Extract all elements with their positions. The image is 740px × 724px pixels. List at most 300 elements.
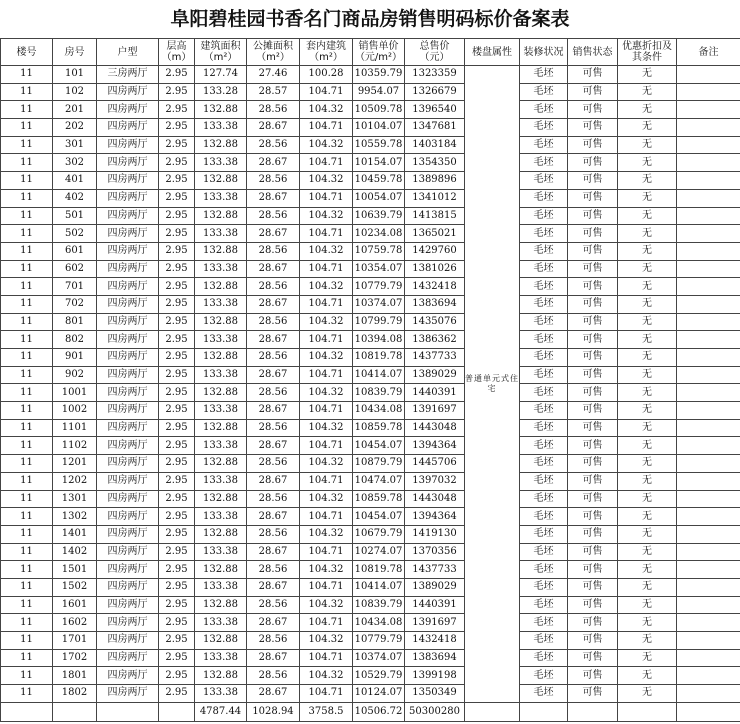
cell-total-price: 1443048: [405, 490, 465, 508]
cell-remark: [677, 455, 740, 473]
cell-gross-area: 133.38: [195, 578, 247, 596]
cell-status: 可售: [568, 172, 618, 190]
cell-inner-area: 104.32: [300, 384, 353, 402]
cell-status: 可售: [568, 472, 618, 490]
cell-remark: [677, 278, 740, 296]
cell-floor-height: 2.95: [159, 83, 195, 101]
sheet-title: 阜阳碧桂园书香名门商品房销售明码标价备案表: [170, 8, 570, 30]
cell-unit-price: 10454.07: [353, 437, 405, 455]
cell-decoration: 毛坯: [520, 472, 568, 490]
cell-floor-height: 2.95: [159, 225, 195, 243]
cell-discount: 无: [618, 508, 677, 526]
cell-gross-area: 132.88: [195, 667, 247, 685]
cell-status: 可售: [568, 455, 618, 473]
cell-shared-area: 28.56: [247, 384, 300, 402]
cell-discount: 无: [618, 189, 677, 207]
cell-decoration: 毛坯: [520, 632, 568, 650]
cell-inner-area: 104.71: [300, 189, 353, 207]
table-row: [1, 490, 740, 508]
cell-shared-area: 28.56: [247, 349, 300, 367]
totals-blank: [1, 702, 53, 721]
cell-room: 601: [53, 242, 97, 260]
cell-total-price: 1394364: [405, 508, 465, 526]
cell-room: 1102: [53, 437, 97, 455]
cell-unit-price: 10859.78: [353, 419, 405, 437]
cell-total-price: 1437733: [405, 349, 465, 367]
cell-gross-area: 133.38: [195, 189, 247, 207]
totals-blank: [568, 702, 618, 721]
cell-unit-price: 10354.07: [353, 260, 405, 278]
cell-building: 11: [1, 578, 53, 596]
cell-remark: [677, 366, 740, 384]
cell-remark: [677, 649, 740, 667]
total-inner-area: 3758.5: [300, 702, 353, 721]
header-floor-height: [159, 39, 195, 66]
cell-total-price: 1383694: [405, 649, 465, 667]
cell-inner-area: 104.71: [300, 614, 353, 632]
cell-shared-area: 28.56: [247, 596, 300, 614]
table-row: [1, 402, 740, 420]
cell-unit-price: 10234.08: [353, 225, 405, 243]
totals-blank: [677, 702, 740, 721]
header-status: 销售状态: [568, 39, 618, 66]
cell-layout: 四房两厅: [97, 313, 159, 331]
cell-room: 1401: [53, 525, 97, 543]
cell-inner-area: 104.32: [300, 525, 353, 543]
cell-decoration: 毛坯: [520, 154, 568, 172]
cell-total-price: 1354350: [405, 154, 465, 172]
cell-floor-height: 2.95: [159, 242, 195, 260]
cell-inner-area: 104.32: [300, 207, 353, 225]
cell-shared-area: 28.56: [247, 136, 300, 154]
cell-inner-area: 104.71: [300, 260, 353, 278]
cell-total-price: 1383694: [405, 295, 465, 313]
cell-discount: 无: [618, 561, 677, 579]
table-row: [1, 437, 740, 455]
cell-status: 可售: [568, 614, 618, 632]
table-row: [1, 119, 740, 137]
cell-unit-price: 10639.79: [353, 207, 405, 225]
cell-shared-area: 28.67: [247, 295, 300, 313]
header-row: [1, 39, 740, 66]
table-row: [1, 189, 740, 207]
cell-status: 可售: [568, 649, 618, 667]
cell-inner-area: 104.32: [300, 349, 353, 367]
cell-status: 可售: [568, 384, 618, 402]
cell-building: 11: [1, 189, 53, 207]
cell-floor-height: 2.95: [159, 313, 195, 331]
cell-decoration: 毛坯: [520, 402, 568, 420]
cell-decoration: 毛坯: [520, 596, 568, 614]
cell-shared-area: 28.56: [247, 101, 300, 119]
cell-unit-price: 9954.07: [353, 83, 405, 101]
cell-decoration: 毛坯: [520, 455, 568, 473]
cell-status: 可售: [568, 578, 618, 596]
cell-gross-area: 133.28: [195, 83, 247, 101]
table-row: [1, 649, 740, 667]
cell-layout: 四房两厅: [97, 596, 159, 614]
cell-inner-area: 104.71: [300, 578, 353, 596]
cell-discount: 无: [618, 331, 677, 349]
cell-total-price: 1381026: [405, 260, 465, 278]
cell-shared-area: 28.56: [247, 172, 300, 190]
cell-building: 11: [1, 685, 53, 703]
cell-total-price: 1341012: [405, 189, 465, 207]
cell-inner-area: 104.32: [300, 596, 353, 614]
cell-floor-height: 2.95: [159, 189, 195, 207]
cell-shared-area: 28.67: [247, 189, 300, 207]
cell-unit-price: 10529.79: [353, 667, 405, 685]
cell-building: 11: [1, 525, 53, 543]
cell-status: 可售: [568, 685, 618, 703]
table-row: [1, 66, 740, 84]
cell-status: 可售: [568, 225, 618, 243]
cell-total-price: 1391697: [405, 402, 465, 420]
cell-decoration: 毛坯: [520, 225, 568, 243]
cell-floor-height: 2.95: [159, 295, 195, 313]
cell-unit-price: 10154.07: [353, 154, 405, 172]
table-row: [1, 225, 740, 243]
cell-discount: 无: [618, 632, 677, 650]
header-total-price: [405, 39, 465, 66]
cell-gross-area: 133.38: [195, 154, 247, 172]
cell-decoration: 毛坯: [520, 685, 568, 703]
cell-floor-height: 2.95: [159, 472, 195, 490]
cell-remark: [677, 402, 740, 420]
table-row: [1, 561, 740, 579]
cell-decoration: 毛坯: [520, 508, 568, 526]
cell-unit-price: 10759.78: [353, 242, 405, 260]
cell-remark: [677, 543, 740, 561]
cell-room: 202: [53, 119, 97, 137]
cell-room: 702: [53, 295, 97, 313]
cell-shared-area: 28.67: [247, 578, 300, 596]
header-unit-price: [353, 39, 405, 66]
cell-gross-area: 133.38: [195, 225, 247, 243]
cell-unit-price: 10434.08: [353, 614, 405, 632]
header-unit-price-unit: （元/m²）: [354, 52, 403, 63]
cell-decoration: 毛坯: [520, 313, 568, 331]
cell-shared-area: 28.67: [247, 402, 300, 420]
table-row: [1, 136, 740, 154]
cell-floor-height: 2.95: [159, 437, 195, 455]
cell-gross-area: 133.38: [195, 402, 247, 420]
table-row: [1, 349, 740, 367]
cell-remark: [677, 437, 740, 455]
header-remark: 备注: [677, 39, 740, 66]
totals-blank: [159, 702, 195, 721]
cell-room: 1002: [53, 402, 97, 420]
cell-floor-height: 2.95: [159, 578, 195, 596]
cell-discount: 无: [618, 313, 677, 331]
cell-total-price: 1323359: [405, 66, 465, 84]
cell-gross-area: 133.38: [195, 295, 247, 313]
cell-gross-area: 132.88: [195, 596, 247, 614]
cell-layout: 四房两厅: [97, 490, 159, 508]
cell-remark: [677, 596, 740, 614]
cell-shared-area: 28.56: [247, 455, 300, 473]
cell-floor-height: 2.95: [159, 349, 195, 367]
cell-building: 11: [1, 331, 53, 349]
cell-shared-area: 28.56: [247, 490, 300, 508]
totals-blank: [97, 702, 159, 721]
cell-decoration: 毛坯: [520, 242, 568, 260]
cell-total-price: 1437733: [405, 561, 465, 579]
cell-layout: 四房两厅: [97, 101, 159, 119]
cell-remark: [677, 508, 740, 526]
cell-remark: [677, 295, 740, 313]
cell-total-price: 1394364: [405, 437, 465, 455]
cell-building: 11: [1, 66, 53, 84]
cell-unit-price: 10559.78: [353, 136, 405, 154]
cell-status: 可售: [568, 667, 618, 685]
cell-floor-height: 2.95: [159, 331, 195, 349]
cell-room: 401: [53, 172, 97, 190]
cell-decoration: 毛坯: [520, 295, 568, 313]
cell-floor-height: 2.95: [159, 136, 195, 154]
cell-status: 可售: [568, 331, 618, 349]
cell-discount: 无: [618, 455, 677, 473]
cell-floor-height: 2.95: [159, 278, 195, 296]
cell-remark: [677, 172, 740, 190]
cell-layout: 四房两厅: [97, 207, 159, 225]
cell-gross-area: 132.88: [195, 313, 247, 331]
header-inner-area-unit: （m²）: [309, 52, 343, 63]
cell-inner-area: 104.71: [300, 685, 353, 703]
cell-layout: 四房两厅: [97, 349, 159, 367]
header-inner-area: [300, 39, 353, 66]
total-shared-area: 1028.94: [247, 702, 300, 721]
cell-building: 11: [1, 136, 53, 154]
cell-remark: [677, 578, 740, 596]
cell-gross-area: 133.38: [195, 119, 247, 137]
cell-gross-area: 133.38: [195, 437, 247, 455]
cell-total-price: 1399198: [405, 667, 465, 685]
cell-discount: 无: [618, 472, 677, 490]
cell-inner-area: 104.32: [300, 278, 353, 296]
cell-shared-area: 28.67: [247, 260, 300, 278]
table-row: [1, 83, 740, 101]
cell-total-price: 1443048: [405, 419, 465, 437]
table-row: [1, 331, 740, 349]
table-row: [1, 172, 740, 190]
header-inner-area-label: 套内建筑: [306, 41, 346, 52]
cell-status: 可售: [568, 260, 618, 278]
cell-remark: [677, 349, 740, 367]
cell-building: 11: [1, 207, 53, 225]
cell-gross-area: 132.88: [195, 278, 247, 296]
cell-unit-price: 10799.79: [353, 313, 405, 331]
cell-building: 11: [1, 632, 53, 650]
cell-unit-price: 10819.78: [353, 561, 405, 579]
cell-room: 801: [53, 313, 97, 331]
cell-room: 502: [53, 225, 97, 243]
header-gross-area: [195, 39, 247, 66]
cell-status: 可售: [568, 278, 618, 296]
cell-unit-price: 10359.79: [353, 66, 405, 84]
cell-status: 可售: [568, 136, 618, 154]
cell-remark: [677, 154, 740, 172]
cell-building: 11: [1, 437, 53, 455]
cell-room: 302: [53, 154, 97, 172]
cell-discount: 无: [618, 66, 677, 84]
cell-discount: 无: [618, 578, 677, 596]
cell-floor-height: 2.95: [159, 119, 195, 137]
cell-total-price: 1413815: [405, 207, 465, 225]
cell-floor-height: 2.95: [159, 649, 195, 667]
cell-total-price: 1347681: [405, 119, 465, 137]
totals-blank: [465, 702, 520, 721]
cell-building: 11: [1, 596, 53, 614]
cell-status: 可售: [568, 561, 618, 579]
cell-building: 11: [1, 490, 53, 508]
cell-gross-area: 132.88: [195, 525, 247, 543]
cell-total-price: 1435076: [405, 313, 465, 331]
table-row: [1, 508, 740, 526]
cell-layout: 四房两厅: [97, 384, 159, 402]
cell-shared-area: 28.56: [247, 525, 300, 543]
header-floor-height-unit: （m）: [161, 52, 192, 63]
cell-gross-area: 133.38: [195, 366, 247, 384]
cell-inner-area: 104.71: [300, 472, 353, 490]
table-row: [1, 685, 740, 703]
cell-room: 902: [53, 366, 97, 384]
cell-status: 可售: [568, 419, 618, 437]
cell-building: 11: [1, 561, 53, 579]
cell-total-price: 1440391: [405, 596, 465, 614]
cell-total-price: 1432418: [405, 278, 465, 296]
table-row: [1, 154, 740, 172]
cell-remark: [677, 66, 740, 84]
cell-status: 可售: [568, 437, 618, 455]
cell-gross-area: 132.88: [195, 561, 247, 579]
cell-building: 11: [1, 313, 53, 331]
cell-remark: [677, 419, 740, 437]
cell-layout: 四房两厅: [97, 242, 159, 260]
header-shared-area-unit: （m²）: [256, 52, 290, 63]
property-type-cell: 普通单元式住宅: [465, 66, 520, 703]
header-layout: 户型: [97, 39, 159, 66]
cell-unit-price: 10509.78: [353, 101, 405, 119]
cell-discount: 无: [618, 154, 677, 172]
cell-discount: 无: [618, 614, 677, 632]
cell-shared-area: 28.67: [247, 614, 300, 632]
cell-floor-height: 2.95: [159, 455, 195, 473]
cell-total-price: 1445706: [405, 455, 465, 473]
cell-room: 1001: [53, 384, 97, 402]
cell-status: 可售: [568, 349, 618, 367]
cell-floor-height: 2.95: [159, 561, 195, 579]
cell-gross-area: 133.38: [195, 472, 247, 490]
cell-building: 11: [1, 83, 53, 101]
cell-inner-area: 104.32: [300, 313, 353, 331]
cell-decoration: 毛坯: [520, 83, 568, 101]
table-row: [1, 242, 740, 260]
table-row: [1, 632, 740, 650]
cell-unit-price: 10474.07: [353, 472, 405, 490]
cell-gross-area: 132.88: [195, 419, 247, 437]
cell-building: 11: [1, 366, 53, 384]
cell-decoration: 毛坯: [520, 525, 568, 543]
cell-floor-height: 2.95: [159, 172, 195, 190]
cell-decoration: 毛坯: [520, 490, 568, 508]
cell-status: 可售: [568, 119, 618, 137]
cell-room: 1802: [53, 685, 97, 703]
table-row: [1, 667, 740, 685]
table-row: [1, 455, 740, 473]
table-row: [1, 384, 740, 402]
cell-decoration: 毛坯: [520, 578, 568, 596]
cell-building: 11: [1, 154, 53, 172]
totals-blank: [53, 702, 97, 721]
cell-building: 11: [1, 472, 53, 490]
cell-layout: 四房两厅: [97, 525, 159, 543]
cell-layout: 四房两厅: [97, 119, 159, 137]
cell-floor-height: 2.95: [159, 384, 195, 402]
cell-discount: 无: [618, 136, 677, 154]
cell-layout: 四房两厅: [97, 172, 159, 190]
cell-room: 102: [53, 83, 97, 101]
cell-gross-area: 132.88: [195, 349, 247, 367]
cell-decoration: 毛坯: [520, 649, 568, 667]
cell-discount: 无: [618, 402, 677, 420]
cell-shared-area: 28.57: [247, 83, 300, 101]
cell-inner-area: 104.71: [300, 508, 353, 526]
cell-total-price: 1432418: [405, 632, 465, 650]
cell-gross-area: 133.38: [195, 508, 247, 526]
cell-total-price: 1389896: [405, 172, 465, 190]
price-table: [0, 38, 740, 722]
cell-decoration: 毛坯: [520, 101, 568, 119]
cell-remark: [677, 614, 740, 632]
cell-inner-area: 104.71: [300, 366, 353, 384]
cell-layout: 四房两厅: [97, 632, 159, 650]
cell-discount: 无: [618, 119, 677, 137]
cell-inner-area: 104.32: [300, 490, 353, 508]
table-row: [1, 543, 740, 561]
cell-status: 可售: [568, 295, 618, 313]
cell-room: 1402: [53, 543, 97, 561]
cell-discount: 无: [618, 83, 677, 101]
cell-status: 可售: [568, 83, 618, 101]
cell-building: 11: [1, 278, 53, 296]
cell-total-price: 1350349: [405, 685, 465, 703]
cell-inner-area: 104.32: [300, 419, 353, 437]
cell-status: 可售: [568, 207, 618, 225]
totals-row: [1, 702, 740, 721]
header-room: 房号: [53, 39, 97, 66]
cell-layout: 四房两厅: [97, 154, 159, 172]
cell-gross-area: 132.88: [195, 384, 247, 402]
cell-floor-height: 2.95: [159, 508, 195, 526]
cell-building: 11: [1, 614, 53, 632]
cell-building: 11: [1, 508, 53, 526]
cell-gross-area: 132.88: [195, 101, 247, 119]
cell-unit-price: 10779.79: [353, 278, 405, 296]
table-row: [1, 419, 740, 437]
cell-floor-height: 2.95: [159, 260, 195, 278]
cell-inner-area: 104.32: [300, 101, 353, 119]
cell-unit-price: 10879.79: [353, 455, 405, 473]
cell-remark: [677, 685, 740, 703]
cell-unit-price: 10374.07: [353, 649, 405, 667]
cell-unit-price: 10679.79: [353, 525, 405, 543]
cell-room: 1801: [53, 667, 97, 685]
cell-total-price: 1440391: [405, 384, 465, 402]
cell-building: 11: [1, 349, 53, 367]
table-row: [1, 472, 740, 490]
cell-shared-area: 28.67: [247, 331, 300, 349]
